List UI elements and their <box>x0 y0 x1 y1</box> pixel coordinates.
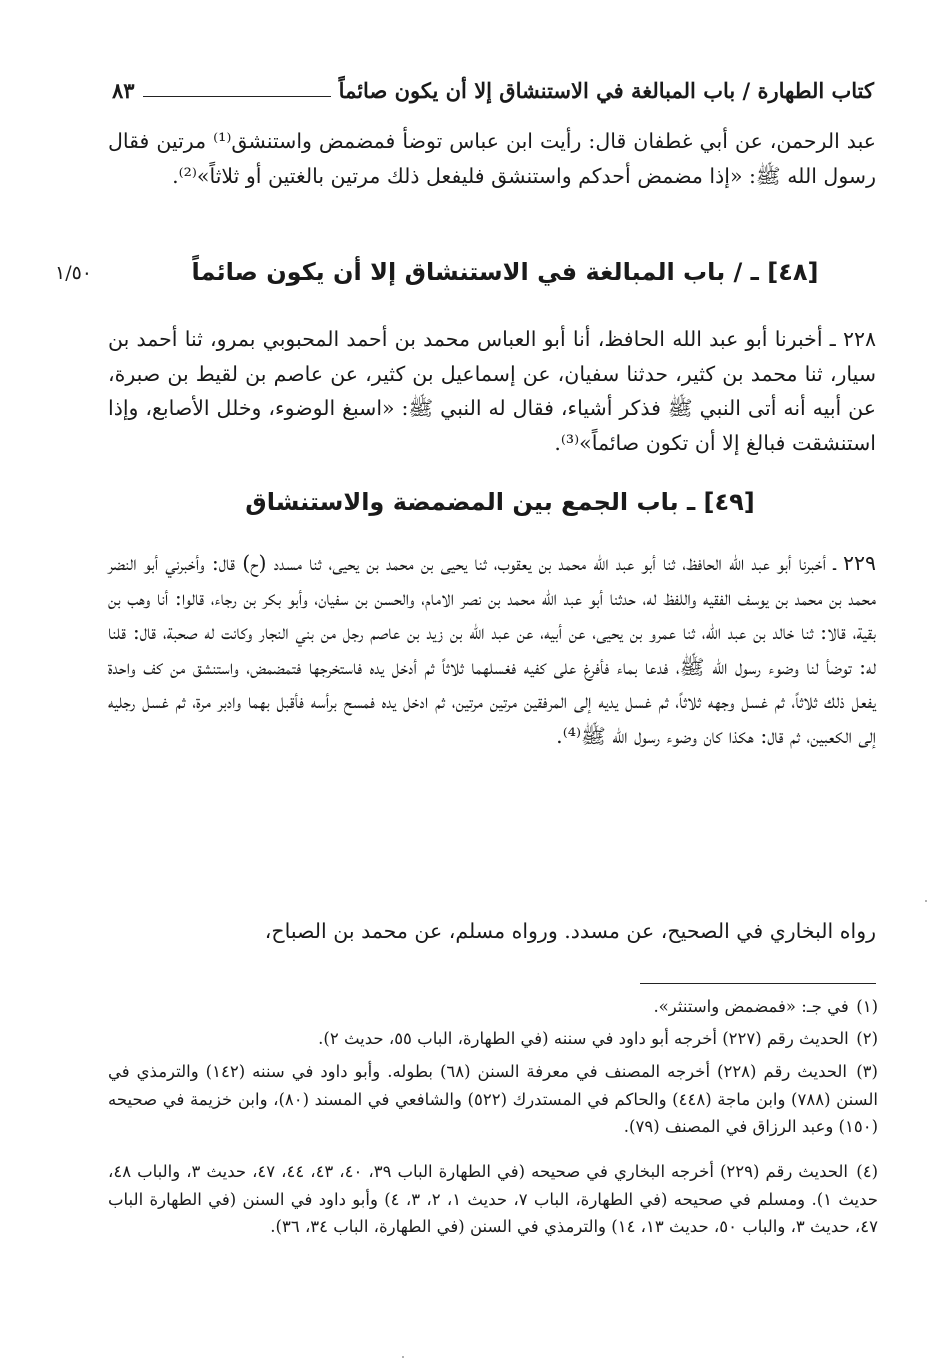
footnote-rule <box>640 983 876 984</box>
footnote-number: (٢) <box>856 1029 878 1048</box>
footnote-2 <box>108 1025 878 1053</box>
footnote-4 <box>108 1158 878 1241</box>
footnote-text: الحديث رقم (٢٢٧) أخرجه أبو داود في سننه (في الطهارة، الباب ٥٥، حديث ٢). <box>318 1029 849 1048</box>
narration-paragraph: رواه البخاري في الصحيح، عن مسدد. ورواه مسلم، عن محمد بن الصباح، <box>264 919 876 943</box>
section-48-heading: [٤٨] ـ / باب المبالغة في الاستنشاق إلا أن يكون صائماً <box>191 258 819 286</box>
section-49-heading: [٤٩] ـ باب الجمع بين المضمضة والاستنشاق <box>245 488 755 516</box>
running-title: كتاب الطهارة / باب المبالغة في الاستنشاق إلا أن يكون صائماً <box>338 77 874 103</box>
continuation-paragraph: عبد الرحمن، عن أبي غطفان قال: رأيت ابن عباس توضأ فمضمض واستنشق⁽¹⁾ مرتين فقال رسول الله ﷺ: «إذا مضمض أحدكم واستنشق فليفعل ذلك مرتين بالغتين أو ثلاثاً»⁽²⁾. <box>108 129 876 188</box>
running-header <box>112 70 874 110</box>
footnote-3 <box>108 1058 878 1141</box>
scan-speck <box>925 900 927 902</box>
footnote-text: الحديث رقم (٢٢٩) أخرجه البخاري في صحيحه (في الطهارة الباب ٣٩، ٤٠، ٤٣، ٤٤، ٤٧، حديث ٣، والباب ٤٨، حديث ١). ومسلم في صحيحه (في الطهارة، الباب ٧، حديث ١، ٢، ٣، ٤) وأبو داود في السنن (في الطهارة الباب ٤٧، حديث ٣، والباب ٥٠، حديث ١٣، ١٤) والترمذي في السنن (في الطهارة، الباب ٣٤، ٣٦). <box>108 1162 878 1236</box>
footnote-text: الحديث رقم (٢٢٨) أخرجه المصنف في معرفة السنن (٦٨) بطوله. وأبو داود في سننه (١٤٢) والترمذي في السنن (٧٨٨) وابن ماجة (٤٤٨) والحاكم في المستدرك (٥٢٢) والشافعي في المسند (٨٠)، وابن خزيمة في صحيحه (١٥٠) وعبد الرزاق في المصنف (٧٩). <box>108 1062 878 1136</box>
hadith-229-paragraph: ٢٢٩ ـ أخبرنا أبو عبد الله الحافظ، ثنا أبو عبد الله محمد بن يعقوب، ثنا يحيى بن محمد بن يحيى، ثنا مسدد (ح) قال: وأخبرني أبو النضر محمد بن محمد بن يوسف الفقيه واللفظ له، حدثنا أبو عبد الله محمد بن نصر الامام، والحسن بن سفيان، وأبو بكر بن رجاء، قالوا: أنا وهب بن بقية، قالا: ثنا خالد بن عبد الله، ثنا عمرو بن يحيى، عن أبيه، عن عبد الله بن زيد بن عاصم رجل من بني النجار وكانت له صحبة، قال: قلنا له: توضأ لنا وضوء رسول الله ﷺ، فدعا بماء فأفرغ على كفيه فغسلهما ثلاثاً ثم أدخل يده فاستخرجها فتمضمض، واستنشق من كف واحدة يفعل ذلك ثلاثاً، ثم غسل وجهه ثلاثاً، ثم غسل يديه إلى المرفقين مرتين مرتين، ثم ادخل يده فمسح برأسه فأقبل بهما وادبر مرة، ثم غسل رجليه إلى الكعبين، ثم قال: هكذا كان وضوء رسول الله ﷺ⁽⁴⁾. <box>108 551 876 748</box>
footnote-number: (٤) <box>856 1162 879 1181</box>
page-number: ٨٣ <box>112 77 135 103</box>
footnote-number: (٣) <box>856 1062 878 1081</box>
hadith-228-paragraph: ٢٢٨ ـ أخبرنا أبو عبد الله الحافظ، أنا أبو العباس محمد بن أحمد المحبوبي بمرو، ثنا أحمد بن سيار، ثنا محمد بن كثير، حدثنا سفيان، عن إسماعيل بن كثير، عن عاصم بن لقيط بن صبرة، عن أبيه أنه أتى النبي ﷺ فذكر أشياء، فقال له النبي ﷺ: «اسبغ الوضوء، وخلل الأصابع، وإذا استنشقت فبالغ إلا أن تكون صائماً»⁽³⁾. <box>108 327 876 455</box>
margin-folio-note: ١/٥٠ <box>55 262 93 284</box>
footnote-text: في جـ: «فمضمض واستنثر». <box>653 997 849 1016</box>
footnote-1 <box>108 993 878 1021</box>
scan-speck <box>402 1356 404 1358</box>
footnote-number: (١) <box>856 997 878 1016</box>
header-rule <box>143 84 331 97</box>
